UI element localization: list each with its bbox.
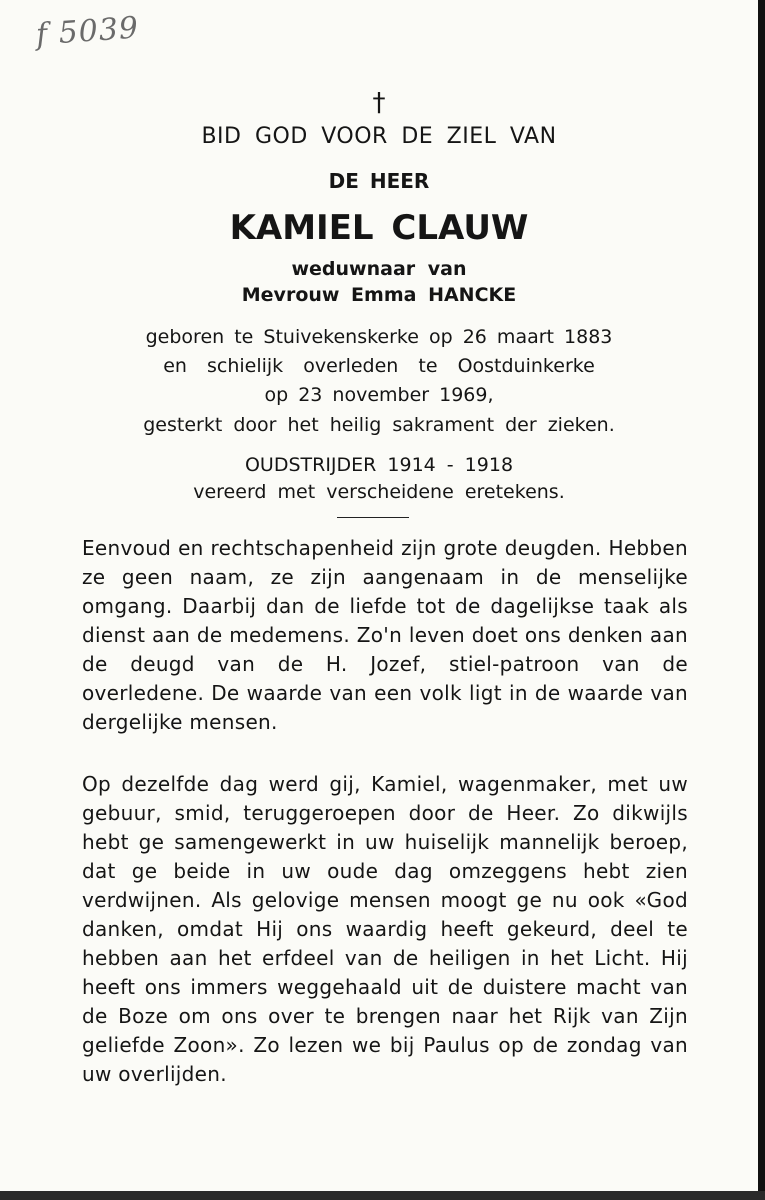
card-edge-bottom — [0, 1191, 765, 1200]
paragraph-virtues: Eenvoud en rechtschapenheid zijn grote deugden. Hebben ze geen naam, ze zijn aangenaam in de menselijke omgang. Daarbij dan de liefde tot de dagelijkse taak als dienst aan de medemens. Zo'n leven doet ons denken aan de deugd van de H. Jozef, stiel-patroon van de overledene. De waarde van een volk ligt in de waarde van dergelijke mensen. — [82, 536, 688, 734]
handwritten-reference: f 5039 — [34, 10, 141, 53]
death-date-line: op 23 november 1969, — [264, 384, 494, 406]
spouse-name: Mevrouw Emma HANCKE — [241, 284, 517, 306]
death-line: en schielijk overleden te Oostduinkerke — [163, 355, 595, 377]
sacrament-line: gesterkt door het heilig sakrament der zieken. — [143, 414, 615, 436]
deceased-name: KAMIEL CLAUW — [229, 208, 529, 248]
paragraph-remembrance: Op dezelfde dag werd gij, Kamiel, wagenmaker, met uw gebuur, smid, teruggeroepen door de Heer. Zo dikwijls hebt ge samengewerkt in uw huiselijk mannelijk beroep, dat ge beide in uw oude dag omzeggens hebt zien verdwijnen. Als gelovige mensen moogt ge nu ook «God danken, omdat Hij ons waardig heeft gekeurd, deel te hebben aan het erfdeel van de heiligen in het Licht. Hij heeft ons immers weggehaald uit de duistere macht van de Boze om ons over te brengen naar het Rijk van Zijn geliefde Zoon». Zo lezen we bij Paulus op de zondag van uw overlijden. — [82, 772, 688, 1086]
birth-line: geboren te Stuivekenskerke op 26 maart 1883 — [145, 326, 613, 348]
widower-line: weduwnaar van — [291, 258, 467, 280]
cross-icon: † — [372, 88, 386, 118]
divider — [337, 517, 409, 518]
veteran-line: OUDSTRIJDER 1914 - 1918 — [244, 454, 514, 476]
decorations-line: vereerd met verscheidene eretekens. — [193, 481, 565, 503]
card-edge-right — [758, 0, 765, 1200]
intro-line: BID GOD VOOR DE ZIEL VAN — [201, 124, 557, 149]
title-line: DE HEER — [328, 169, 430, 193]
